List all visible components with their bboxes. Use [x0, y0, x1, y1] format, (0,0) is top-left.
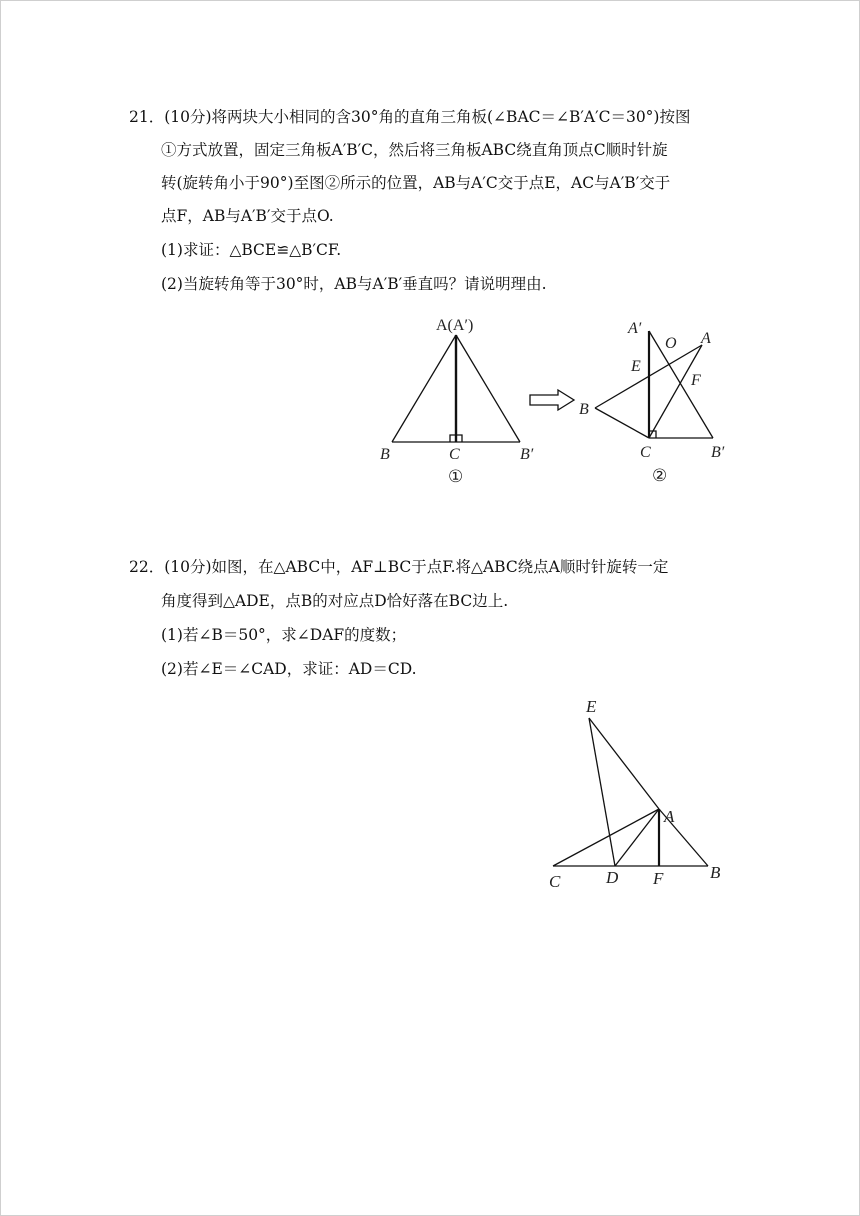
fig2-label-e: E: [631, 358, 641, 375]
q22-figure: [540, 690, 740, 900]
fig1-label-c: C: [449, 446, 460, 463]
fig1-caption: ①: [448, 467, 464, 486]
fig2-label-c: C: [640, 444, 651, 461]
q22-part-1: (1)若∠B＝50°，求∠DAF的度数；: [161, 626, 407, 644]
fig22-line-ea: [589, 718, 659, 809]
fig22-label-f: F: [653, 869, 664, 888]
q22-part-2: (2)若∠E＝∠CAD，求证：AD＝CD.: [161, 660, 417, 678]
fig2-side-bc: [595, 408, 649, 438]
fig22-label-c: C: [549, 872, 561, 891]
q21-text-line-3: 转(旋转角小于90°)至图②所示的位置，AB与A′C交于点E，AC与A′B′交于: [161, 174, 671, 192]
q22-text-line-2: 角度得到△ADE，点B的对应点D恰好落在BC边上.: [161, 592, 509, 610]
fig2-side-ca: [649, 345, 702, 438]
fig1-label-b: B: [380, 446, 390, 463]
fig2-label-a: A: [701, 330, 711, 347]
fig22-label-a: A: [664, 807, 675, 826]
fig2-label-b: B: [579, 401, 589, 418]
fig1-label-bp: B′: [520, 446, 534, 463]
q21-part-2: (2)当旋转角等于30°时，AB与A′B′垂直吗？请说明理由.: [161, 275, 547, 293]
q21-figure-1: [370, 308, 550, 493]
fig2-label-o: O: [665, 335, 677, 352]
q21-text-line-2: ①方式放置，固定三角板A′B′C，然后将三角板ABC绕直角顶点C顺时针旋: [161, 141, 668, 159]
fig2-label-f: F: [691, 372, 701, 389]
fig22-line-da: [615, 809, 659, 866]
q22-text-line-1: 22．(10分)如图，在△ABC中，AF⊥BC于点F.将△ABC绕点A顺时针旋转一定: [129, 558, 669, 576]
fig1-side-abp: [456, 335, 520, 442]
fig2-label-ap: A′: [628, 320, 642, 337]
fig22-label-d: D: [606, 868, 619, 887]
q21-part-1: (1)求证：△BCE≌△B′CF.: [161, 241, 342, 259]
fig2-label-bp: B′: [711, 444, 725, 461]
q21-figure-2: [570, 305, 740, 495]
fig22-label-b: B: [710, 863, 721, 882]
q21-text-line-4: 点F，AB与A′B′交于点O.: [161, 207, 334, 225]
fig2-caption: ②: [652, 466, 668, 485]
fig1-label-a: A(A′): [436, 317, 474, 334]
q21-text-line-1: 21．(10分)将两块大小相同的含30°角的直角三角板(∠BAC＝∠B′A′C＝30°)按图: [129, 108, 691, 126]
fig1-side-ab: [392, 335, 456, 442]
fig22-line-ed: [589, 718, 615, 866]
fig22-label-e: E: [586, 697, 597, 716]
